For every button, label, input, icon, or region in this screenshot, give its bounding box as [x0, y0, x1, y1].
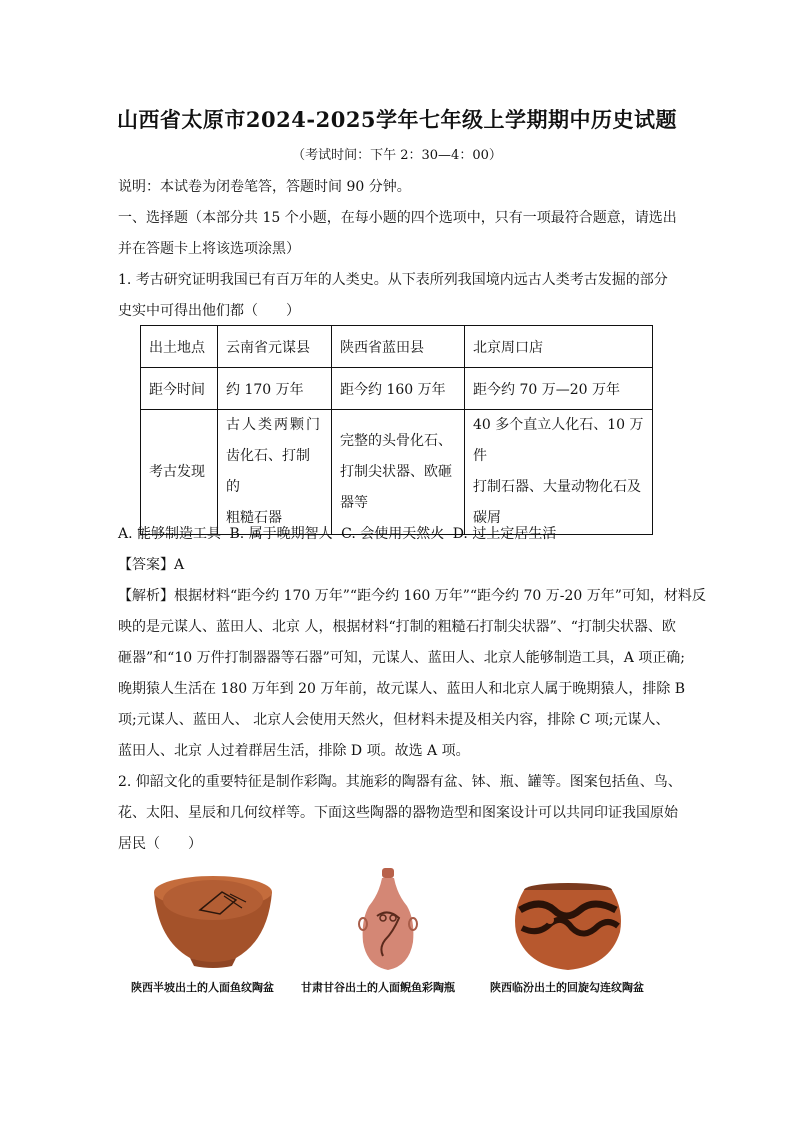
cell-line: 打制石器、大量动物化石及	[473, 479, 641, 495]
table-cell: 距今约 160 万年	[332, 368, 465, 410]
q2-stem-line1: 2. 仰韶文化的重要特征是制作彩陶。其施彩的陶器有盆、钵、瓶、罐等。图案包括鱼、鸟、	[118, 774, 682, 790]
cell-line: 器等	[340, 494, 368, 511]
q1-table	[140, 325, 653, 535]
table-cell	[465, 410, 653, 535]
table-cell: 距今约 70 万—20 万年	[465, 368, 653, 410]
table-cell	[218, 410, 332, 535]
table-cell: 考古发现	[141, 410, 218, 535]
table-cell: 北京周口店	[465, 326, 653, 368]
salamander-bottle-image	[355, 866, 421, 972]
instructions: 说明：本试卷为闭卷笔答，答题时间 90 分钟。	[118, 179, 411, 195]
caption-fish-face-basin: 陕西半坡出土的人面鱼纹陶盆	[131, 981, 274, 994]
cell-line: 40 多个直立人化石、10 万件	[473, 417, 644, 464]
q1-options	[118, 523, 560, 543]
analysis-line: 映的是元谋人、蓝田人、北京 人，根据材料“打制的粗糙石打制尖状器”、“打制尖状器、欧	[118, 619, 676, 635]
option-c[interactable]: C. 会使用天然火	[341, 526, 445, 542]
table-row	[141, 326, 653, 368]
cell-line: 齿化石、打制的	[226, 448, 310, 495]
table-cell	[332, 410, 465, 535]
q2-stem-line3: 居民（ ）	[118, 836, 202, 852]
q1-stem-line1: 1. 考古研究证明我国已有百万年的人类史。从下表所列我国境内远古人类考古发掘的部分	[118, 272, 668, 288]
cell-line: 粗糙石器	[226, 510, 282, 526]
caption-spiral-basin: 陕西临汾出土的回旋勾连纹陶盆	[490, 981, 644, 994]
analysis-line: 【解析】根据材料“距今约 170 万年”“距今约 160 万年”“距今约 70 万-20 万年”可知，材料反	[118, 588, 706, 604]
analysis-line: 砸器”和“10 万件打制器器等石器”可知，元谋人、蓝田人、北京人能够制造工具，A 项正确;	[118, 650, 686, 666]
table-cell: 约 170 万年	[218, 368, 332, 410]
spiral-pattern-basin-image	[510, 880, 626, 974]
table-cell: 云南省元谋县	[218, 326, 332, 368]
page-title: 山西省太原市2024-2025学年七年级上学期期中历史试题	[116, 107, 678, 132]
q1-stem-line2: 史实中可得出他们都（ ）	[118, 303, 300, 319]
cell-line: 完整的头骨化石、	[340, 432, 452, 449]
table-cell: 距今时间	[141, 368, 218, 410]
cell-line: 打制尖状器、欧砸	[340, 463, 452, 480]
table-cell: 出土地点	[141, 326, 218, 368]
table-row	[141, 368, 653, 410]
fish-face-basin-image	[150, 870, 276, 970]
analysis-line: 晚期猿人生活在 180 万年到 20 万年前，故元谋人、蓝田人和北京人属于晚期猿人，排除 B	[118, 681, 686, 697]
analysis-line: 项;元谋人、蓝田人、 北京人会使用天然火，但材料未提及相关内容，排除 C 项;元谋人、	[118, 712, 670, 728]
section-heading-line2: 并在答题卡上将该选项涂黑）	[118, 241, 300, 257]
cell-line: 古人类两颗门	[226, 417, 322, 433]
table-cell: 陕西省蓝田县	[332, 326, 465, 368]
q1-answer: 【答案】A	[118, 557, 185, 573]
option-b[interactable]: B. 属于晚期智人	[229, 526, 333, 542]
q2-stem-line2: 花、太阳、星辰和几何纹样等。下面这些陶器的器物造型和图案设计可以共同印证我国原始	[118, 805, 678, 821]
table-row	[141, 410, 653, 535]
option-d[interactable]: D. 过上定居生活	[452, 526, 557, 542]
caption-salamander-bottle: 甘肃甘谷出土的人面鲵鱼彩陶瓶	[301, 981, 455, 994]
exam-time: （考试时间：下午 2：30—4：00）	[292, 148, 502, 163]
cell-line: 碳屑	[473, 510, 501, 526]
option-a[interactable]: A. 能够制造工具	[118, 526, 222, 542]
analysis-line: 蓝田人、北京 人过着群居生活，排除 D 项。故选 A 项。	[118, 743, 470, 759]
section-heading-line1: 一、选择题（本部分共 15 个小题，在每小题的四个选项中，只有一项最符合题意，请选出	[118, 210, 677, 226]
